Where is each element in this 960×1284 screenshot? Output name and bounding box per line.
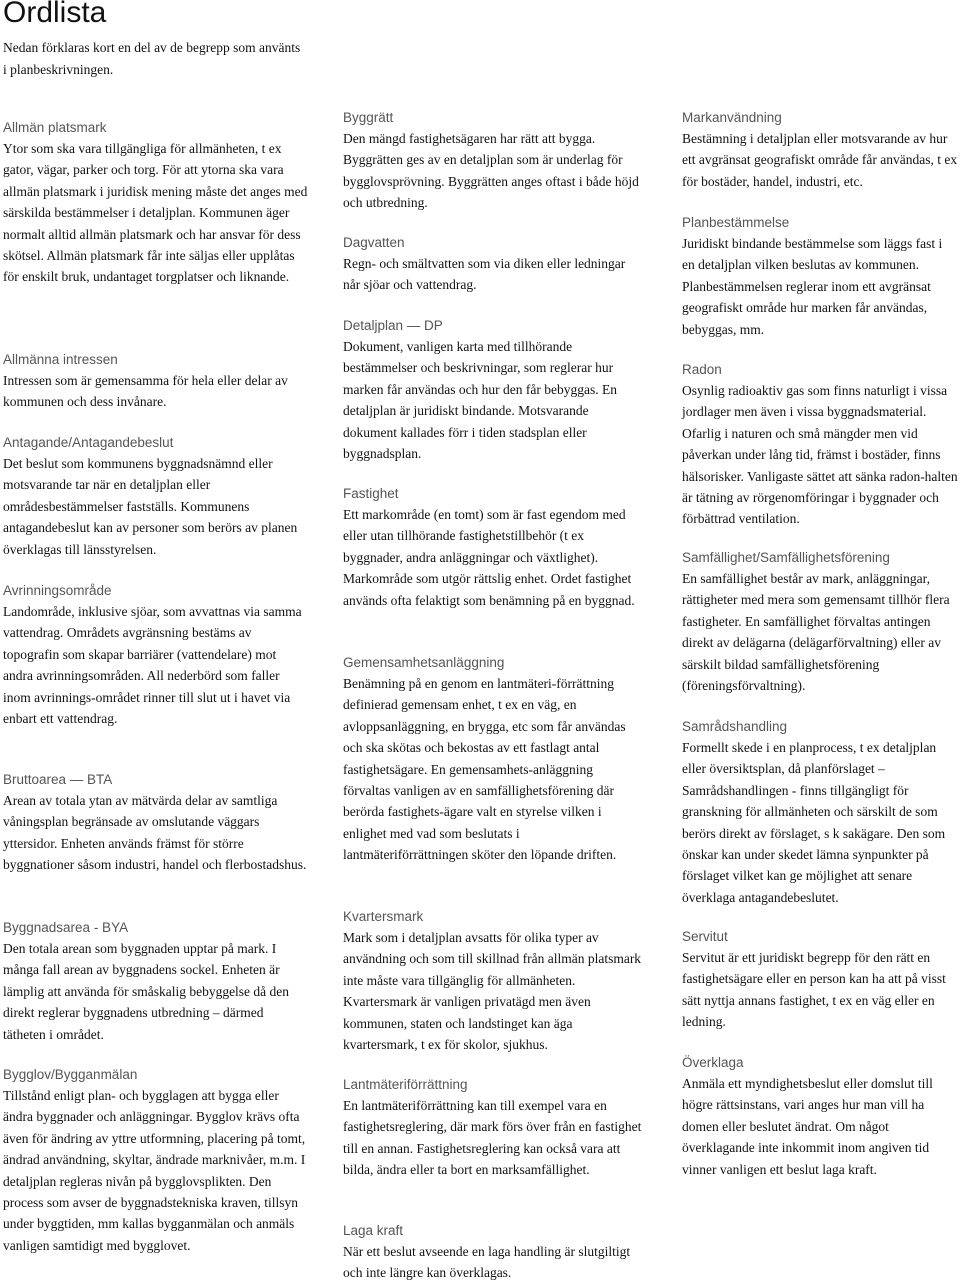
term-definition: När ett beslut avseende en laga handling är slutgiltigt och inte längre kan överklagas.	[343, 1244, 631, 1281]
term-definition: Ett markområde (en tomt) som är fast egendom med eller utan tillhörande fastighetstillbehör (t ex byggnader, andra anläggningar och växtlighet). Markområde som utgör rättslig enhet. Ordet fastighet används ofta felaktigt som benämning på en byggnad.	[343, 507, 635, 608]
glossary-entry-radon	[682, 361, 958, 530]
term-definition: Arean av totala ytan av mätvärda delar av samtliga våningsplan begränsade av omslutande väggars yttersidor. Enheten används främst för större byggnationer såsom industri, handel och flerbostadshus.	[3, 793, 307, 873]
glossary-entry-kvartersmark	[343, 908, 643, 1055]
glossary-entry-laga-kraft	[343, 1222, 643, 1284]
term-heading: Antagande/Antagandebeslut	[3, 435, 174, 450]
term-heading: Avrinningsområde	[3, 583, 112, 598]
glossary-entry-planbestammelse	[682, 214, 958, 340]
glossary-entry-dagvatten	[343, 234, 643, 296]
term-definition: Den totala arean som byggnaden upptar på mark. I många fall arean av byggnadens sockel. Enheten är lämplig att använda för småskalig bebyggelse då den direkt reglerar byggnadens utbredning – därmed tätheten i området.	[3, 941, 290, 1042]
glossary-entry-samradshandling	[682, 718, 958, 908]
term-heading: Allmän platsmark	[3, 120, 107, 135]
glossary-entry-fastighet	[343, 485, 643, 611]
glossary-entry-bruttoarea	[3, 771, 308, 876]
term-heading: Laga kraft	[343, 1223, 404, 1238]
glossary-entry-samfallighet	[682, 549, 958, 696]
term-definition: Benämning på en genom en lantmäteri-förrättning definierad gemensam enhet, t ex en väg, en avloppsanläggning, en brygga, etc som får användas och ska skötas och bekostas av ett fastlagt antal fastighetsägare. En gemensamhets-anläggning förvaltas vanligen av en samfällighetsförening där berörda fastighets-ägare valt en styrelse vilken i enlighet med vad som beslutats i lantmäteriförrättningen sköter den löpande driften.	[343, 676, 626, 863]
glossary-entry-markanvandning	[682, 109, 958, 192]
term-heading: Samrådshandling	[682, 719, 788, 734]
glossary-entry-allman-platsmark	[3, 119, 308, 288]
term-definition: Regn- och smältvatten som via diken eller ledningar når sjöar och vattendrag.	[343, 256, 626, 293]
term-heading: Servitut	[682, 929, 728, 944]
page-title: Ordlista	[3, 0, 107, 29]
glossary-entry-overklaga	[682, 1054, 958, 1180]
term-heading: Överklaga	[682, 1055, 744, 1070]
glossary-entry-antagande	[3, 434, 308, 560]
term-definition: Bestämning i detaljplan eller motsvarande av hur ett avgränsat geografiskt område får användas, t ex för bostäder, handel, industri, etc.	[682, 131, 958, 189]
term-heading: Lantmäteriförrättning	[343, 1077, 468, 1092]
term-definition: Tillstånd enligt plan- och bygglagen att bygga eller ändra byggnader och anläggningar. Bygglov krävs ofta även för ändring av yttre utformning, placering på tomt, ändrad användning, skyltar, ändrade marknivåer, m.m. I detaljplan regleras nivån på bygglovsplikten. Den process som avser de byggnadstekniska kraven, tillsyn under byggtiden, mm kallas bygganmälan och anmäls vanligen samtidigt med bygglovet.	[3, 1088, 306, 1253]
term-heading: Allmänna intressen	[3, 352, 118, 367]
term-definition: Landområde, inklusive sjöar, som avvattnas via samma vattendrag. Områdets avgränsning bestäms av topografin som skapar barriärer (vattendelare) mot andra avrinningsområden. All nederbörd som faller inom avrinnings-området rinner till slut ut i havet via enbart ett vattendrag.	[3, 604, 302, 727]
term-heading: Gemensamhetsanläggning	[343, 655, 505, 670]
glossary-entry-lantmateriforrattning	[343, 1076, 643, 1181]
term-heading: Detaljplan — DP	[343, 318, 443, 333]
intro-text: Nedan förklaras kort en del av de begrepp som använts i planbeskrivningen.	[3, 40, 301, 77]
term-definition: Anmäla ett myndighetsbeslut eller domslut till högre rättsinstans, vari anges hur man vill ha domen eller beslutet ändrat. Om något överklagande inte inkommit inom angiven tid vinner vanligen ett beslut laga kraft.	[682, 1076, 933, 1177]
term-definition: Juridiskt bindande bestämmelse som läggs fast i en detaljplan vilken beslutas av kommunen. Planbestämmelsen reglerar inom ett avgränsat geografiskt område hur marken får användas, bebyggas, mm.	[682, 236, 943, 337]
term-heading: Bruttoarea — BTA	[3, 772, 113, 787]
glossary-entry-byggratt	[343, 109, 643, 214]
term-heading: Bygglov/Bygganmälan	[3, 1067, 138, 1082]
term-definition: Dokument, vanligen karta med tillhörande bestämmelser och beskrivningar, som reglerar hur marken får användas och hur den får bebyggas. En detaljplan är juridiskt bindande. Motsvarande dokument kallades förr i tiden stadsplan eller byggnadsplan.	[343, 339, 618, 462]
term-heading: Kvartersmark	[343, 909, 424, 924]
glossary-entry-servitut	[682, 928, 958, 1033]
glossary-entry-bygglov	[3, 1066, 308, 1256]
term-heading: Markanvändning	[682, 110, 782, 125]
glossary-entry-gemensamhetsanlaggning	[343, 654, 643, 866]
term-definition: Mark som i detaljplan avsatts för olika typer av användning och som till skillnad från allmän platsmark inte måste vara tillgänglig för allmänheten. Kvartersmark är vanligen privatägd men även kommunen, staten och landstinget kan äga kvartersmark, t ex för skolor, sjukhus.	[343, 930, 642, 1053]
term-heading: Fastighet	[343, 486, 399, 501]
term-heading: Byggrätt	[343, 110, 394, 125]
glossary-entry-allmanna-intressen	[3, 351, 308, 413]
term-definition: Formellt skede i en planprocess, t ex detaljplan eller översiktsplan, då planförslaget – Samrådshandlingen - finns tillgängligt för granskning för allmänheten och särskilt de som berörs direkt av förslaget, s k sakägare. Den som önskar kan under skedet lämna synpunkter på förslaget vilket kan ge möjlighet att senare överklaga antagandebeslutet.	[682, 740, 946, 905]
term-definition: Ytor som ska vara tillgängliga för allmänheten, t ex gator, vägar, parker och torg. För att ytorna ska vara allmän platsmark i juridisk mening måste det anges med särskilda bestämmelser i detaljplan. Kommunen äger normalt alltid allmän platsmark och har ansvar för dess skötsel. Allmän platsmark får inte säljas eller upplåtas för enskilt bruk, undantaget torgplatser och liknande.	[3, 141, 308, 285]
term-heading: Byggnadsarea - BYA	[3, 920, 129, 935]
glossary-entry-byggnadsarea	[3, 919, 308, 1045]
term-heading: Planbestämmelse	[682, 215, 790, 230]
term-definition: En samfällighet består av mark, anläggningar, rättigheter med mera som gemensamt tillhör flera fastigheter. En samfällighet förvaltas antingen direkt av delägarna (delägarförvaltning) eller av särskilt bildad samfällighetsförening (föreningsförvaltning).	[682, 571, 950, 694]
term-heading: Dagvatten	[343, 235, 405, 250]
term-definition: Det beslut som kommunens byggnadsnämnd eller motsvarande tar när en detaljplan eller områdesbestämmelser fastställs. Kommunens antagandebeslut kan av personer som berörs av planen överklagas till länsstyrelsen.	[3, 456, 298, 557]
term-definition: Intressen som är gemensamma för hela eller delar av kommunen och dess invånare.	[3, 373, 288, 410]
term-definition: Den mängd fastighetsägaren har rätt att bygga. Byggrätten ges av en detaljplan som är underlag för bygglovsprövning. Byggrätten anges oftast i både höjd och utbredning.	[343, 131, 639, 211]
glossary-entry-avrinningsomrade	[3, 582, 308, 729]
term-definition: En lantmäteriförrättning kan till exempel vara en fastighetsreglering, där mark förs över från en fastighet till en annan. Fastighetsreglering kan också vara att bilda, ändra eller ta bort en marksamfällighet.	[343, 1098, 642, 1178]
term-heading: Samfällighet/Samfällighetsförening	[682, 550, 890, 565]
term-heading: Radon	[682, 362, 722, 377]
term-definition: Osynlig radioaktiv gas som finns naturligt i vissa jordlager men även i vissa byggnadsmaterial. Ofarlig i naturen och små mängder men vid påverkan under lång tid, främst i bostäder, finns hälsorisker. Vanligaste sättet att sänka radon-halten är tätning av rörgenomföringar i byggnader och förbättrad ventilation.	[682, 383, 958, 527]
term-definition: Servitut är ett juridiskt begrepp för den rätt en fastighetsägare eller en person kan ha att på visst sätt nyttja annans fastighet, t ex en väg eller en ledning.	[682, 950, 946, 1030]
glossary-entry-detaljplan	[343, 317, 643, 464]
